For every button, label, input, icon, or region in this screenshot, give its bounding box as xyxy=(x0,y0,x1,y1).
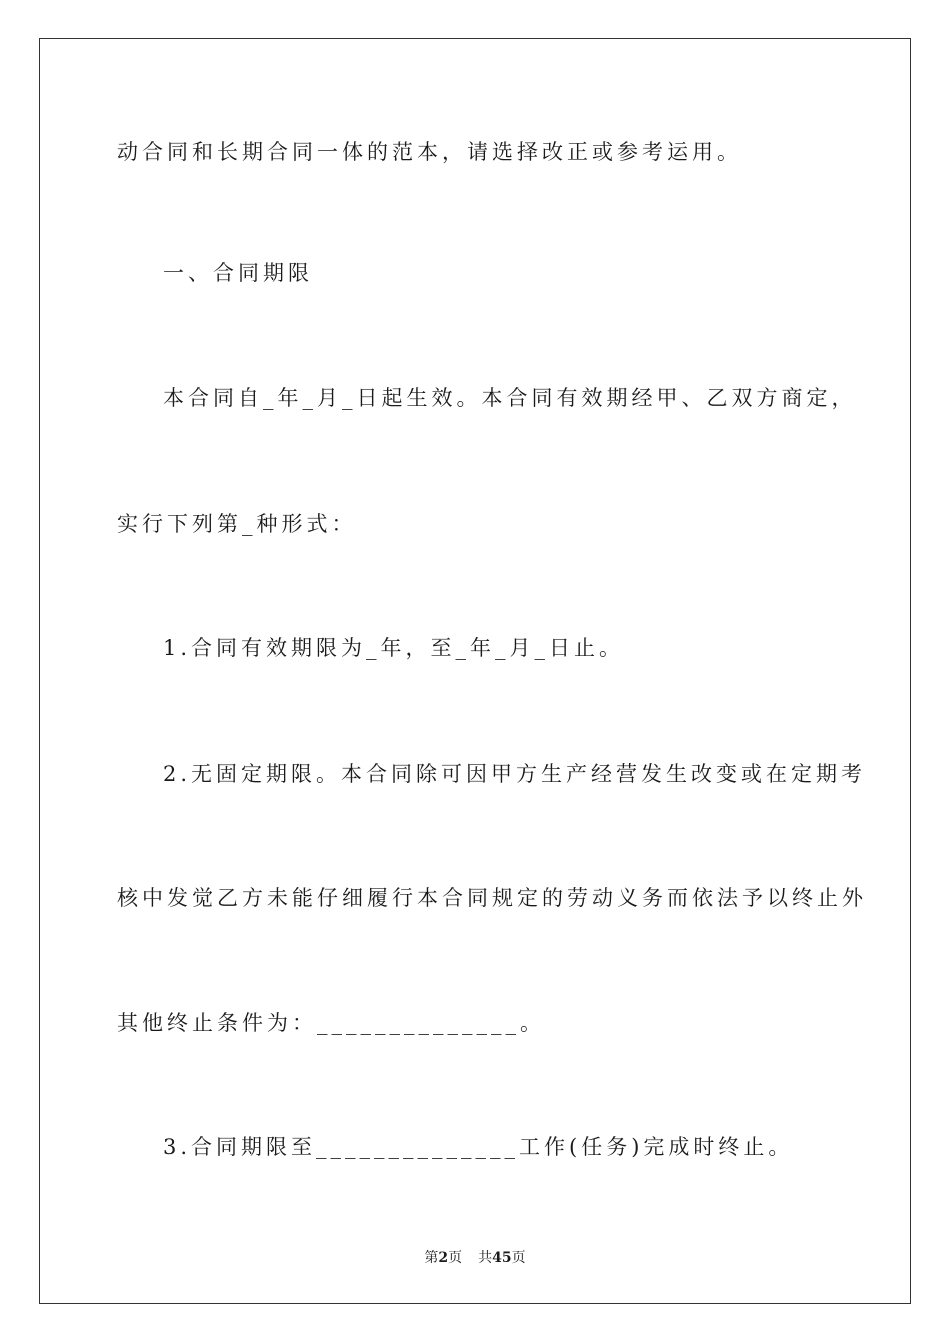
list-item-2: 2.无固定期限。本合同除可因甲方生产经营发生改变或在定期考 xyxy=(163,762,867,786)
list-item-2-continued: 核中发觉乙方未能仔细履行本合同规定的劳动义务而依法予以终止外 xyxy=(117,886,867,910)
total-prefix: 共 xyxy=(478,1250,493,1266)
body-line-3: 本合同自_年_月_日起生效。本合同有效期经甲、乙双方商定， xyxy=(163,386,857,410)
list-item-3: 3.合同期限至______________工作(任务)完成时终止。 xyxy=(163,1135,794,1159)
page-prefix: 第 xyxy=(424,1250,439,1266)
body-line-1: 动合同和长期合同一体的范本，请选择改正或参考运用。 xyxy=(117,140,742,164)
page-border xyxy=(39,38,911,1304)
page-suffix: 页 xyxy=(448,1250,463,1266)
total-pages: 45 xyxy=(492,1250,512,1266)
section-heading: 一、合同期限 xyxy=(163,261,313,285)
list-item-1: 1.合同有效期限为_年，至_年_月_日止。 xyxy=(163,636,625,660)
body-line-4: 实行下列第_种形式： xyxy=(117,512,357,536)
total-suffix: 页 xyxy=(511,1250,526,1266)
list-item-2-end: 其他终止条件为：______________。 xyxy=(117,1011,545,1035)
page-footer xyxy=(0,1247,950,1267)
page-number: 2 xyxy=(438,1250,449,1266)
